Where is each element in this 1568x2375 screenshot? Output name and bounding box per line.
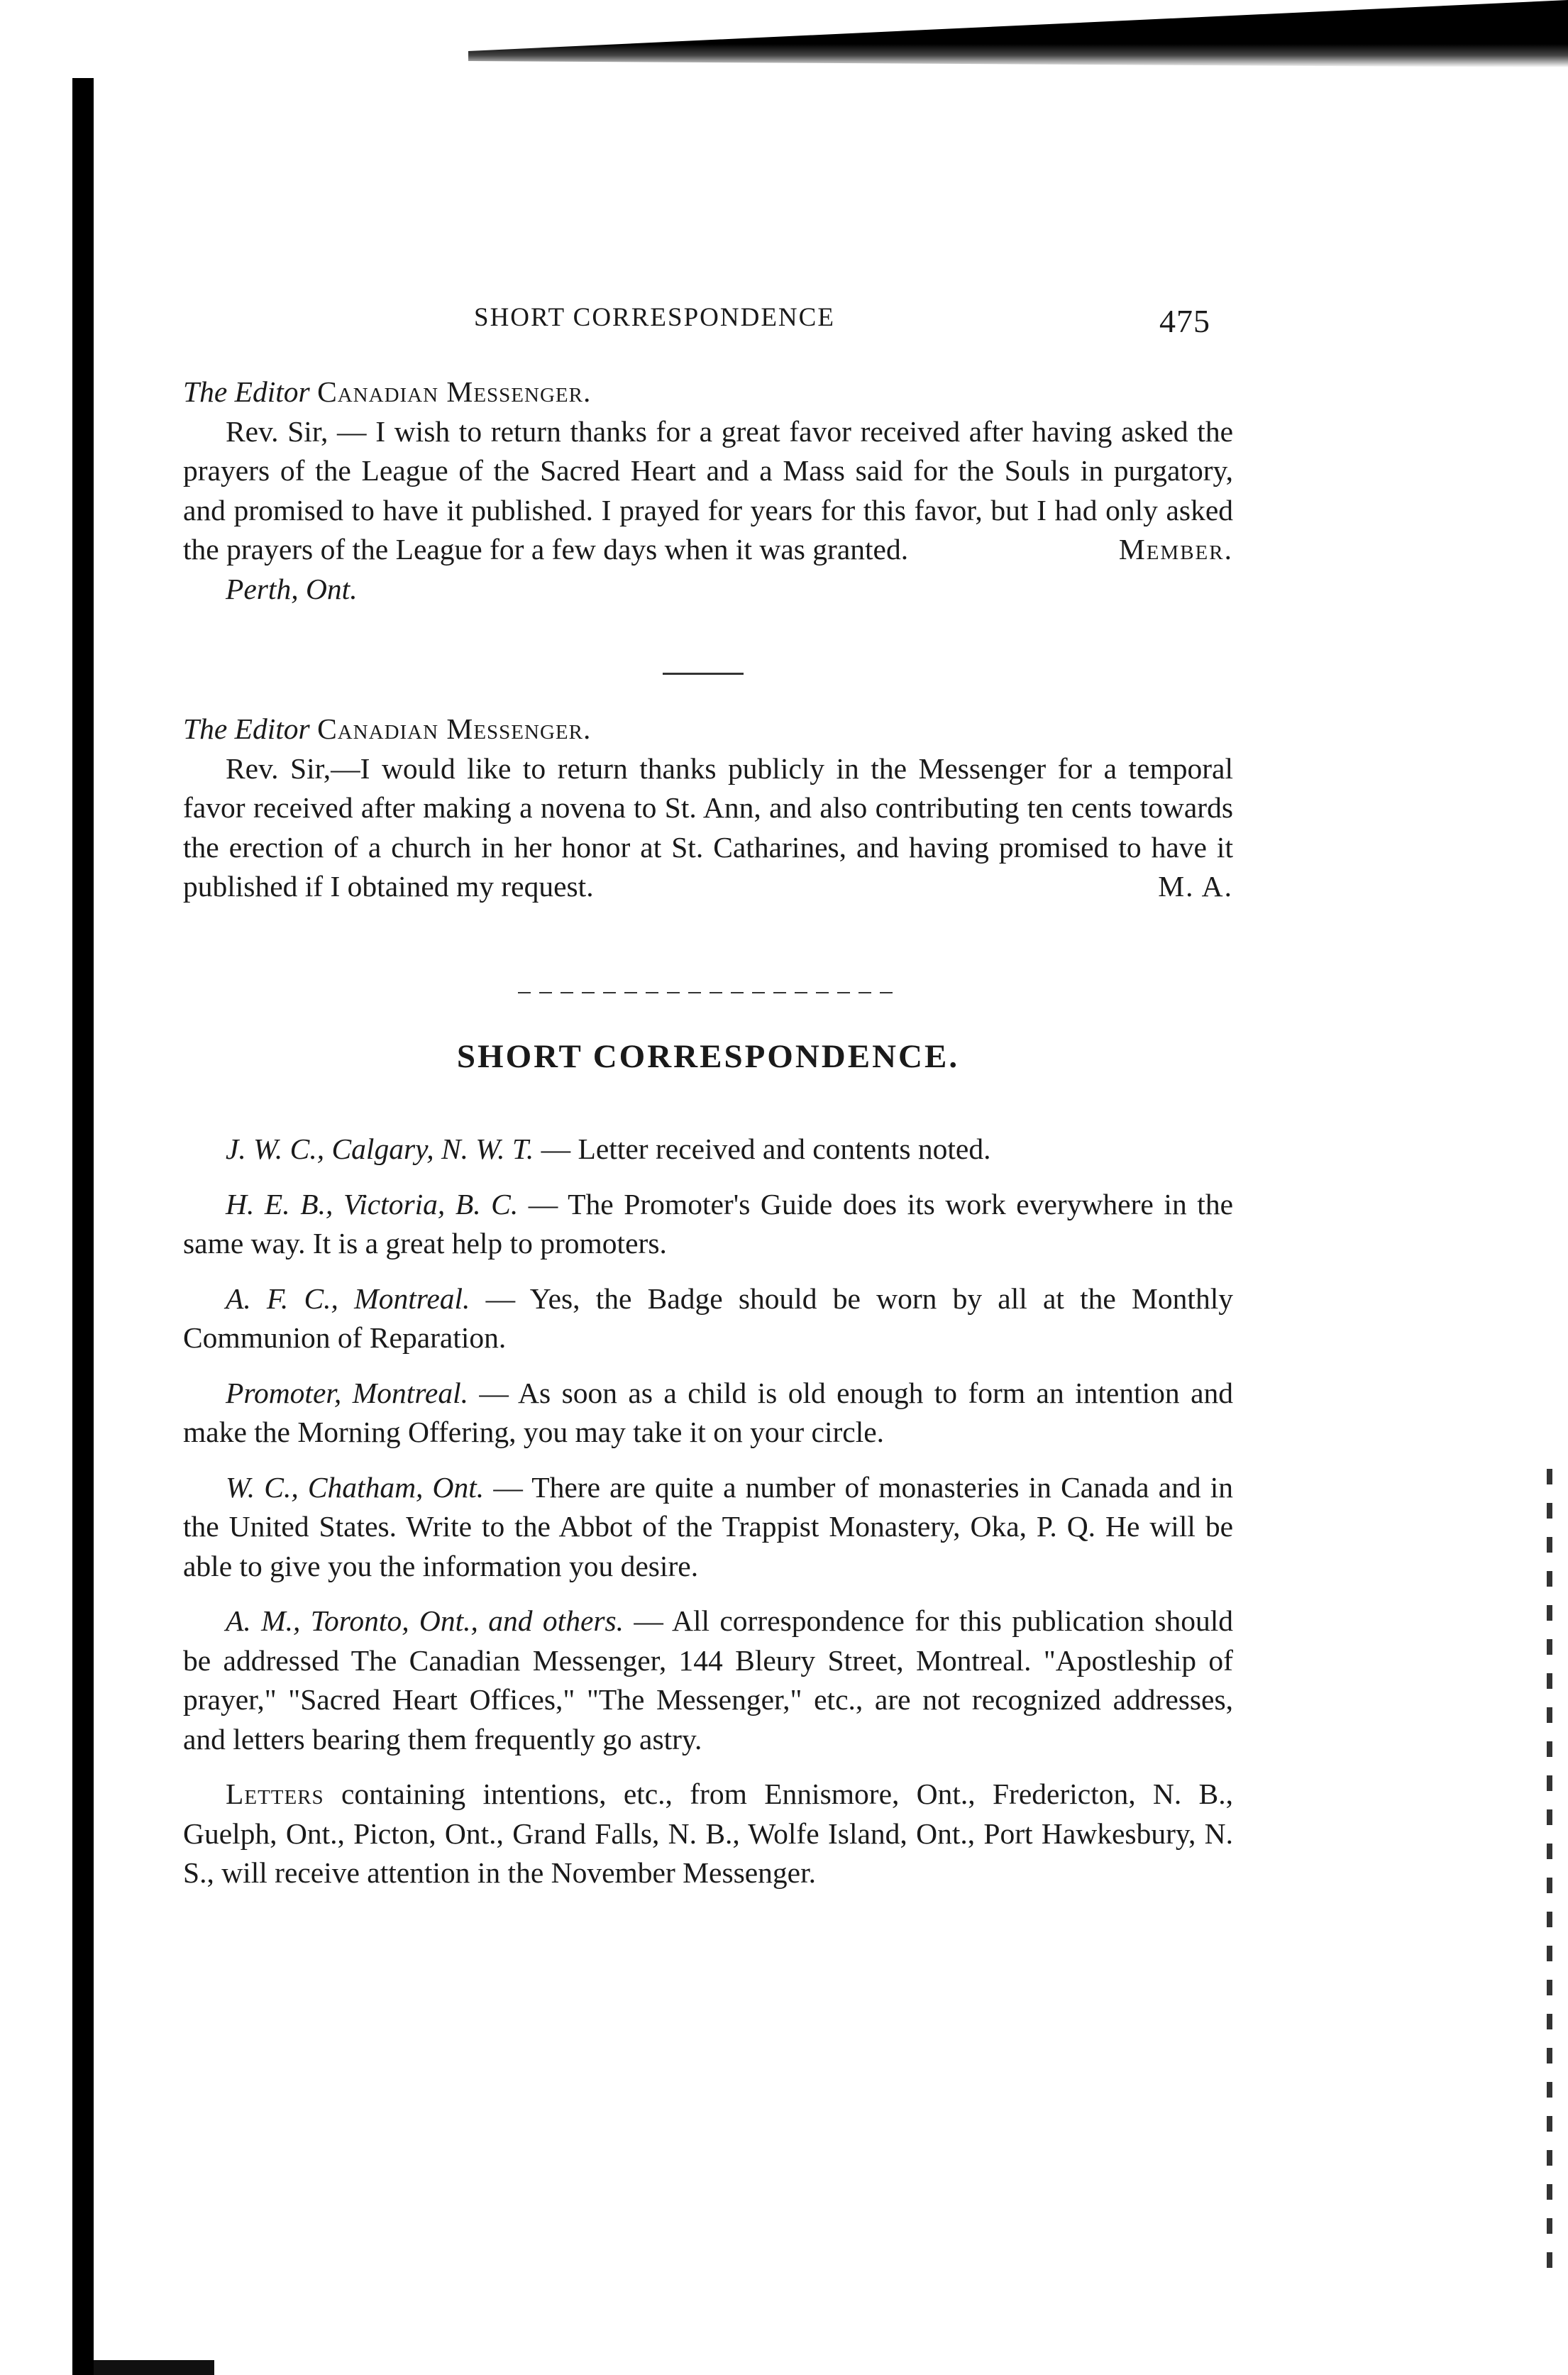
salutation-italic: The Editor: [183, 712, 310, 745]
letter-2-body: [183, 749, 1233, 907]
scan-shadow-top: [468, 0, 1568, 67]
entry-text: — Letter received and contents noted.: [534, 1133, 991, 1165]
letter-1-place: Perth, Ont.: [226, 572, 358, 605]
entry-text: — As soon as a child is old enough to form an intention and make the Morning Offering, you may take it on your circle.: [183, 1376, 1233, 1448]
entry: [183, 1374, 1233, 1453]
entry-addressee: A. F. C., Montreal.: [226, 1282, 470, 1315]
letter-1-body: [183, 412, 1233, 570]
entry-addressee: W. C., Chatham, Ont.: [226, 1470, 485, 1504]
entry-text: — Yes, the Badge should be worn by all at the Monthly Communion of Reparation.: [183, 1282, 1233, 1354]
letter-2: [183, 710, 1233, 907]
scan-binding-edge: [72, 78, 94, 2375]
letter-1-salutation: [183, 373, 1233, 412]
closing-notice: [183, 1775, 1233, 1893]
letter-1-signature: Member.: [1118, 533, 1233, 566]
running-head: SHORT CORRESPONDENCE: [474, 303, 835, 332]
entry: [183, 1130, 1233, 1169]
letter-1: [183, 373, 1233, 609]
entry: [183, 1185, 1233, 1264]
entry-text: — The Promoter's Guide does its work everywhere in the same way. It is a great help to promoters.: [183, 1187, 1233, 1260]
entries-list: [183, 1130, 1233, 1909]
entry: [183, 1602, 1233, 1759]
entry-addressee: A. M., Toronto, Ont., and others.: [226, 1604, 624, 1637]
closing-lead: Letters: [226, 1778, 324, 1810]
salutation-italic: The Editor: [183, 375, 310, 408]
letter-2-signature: M. A.: [1158, 870, 1233, 903]
letter-2-text: Rev. Sir,—I would like to return thanks publicly in the Messenger for a temporal favor received after making a novena to St. Ann, and also contributing ten cents towards the erection of a church in her honor at St. Catharines, and having promised to have it published if I obtained my request.: [183, 751, 1233, 903]
section-title: SHORT CORRESPONDENCE.: [456, 1038, 960, 1075]
entry-text: — All correspondence for this publication should be addressed The Canadian Messenger, 144 Bleury Street, Montreal. "Apostleship of prayer," "Sacred Heart Offices," "The Messenger," etc., are not recognized addresses, and letters bearing them frequently go astry.: [183, 1604, 1233, 1756]
salutation-publication: Canadian Messenger.: [317, 712, 592, 745]
page-number: 475: [1159, 303, 1210, 339]
entry-addressee: J. W. C., Calgary, N. W. T.: [226, 1133, 534, 1165]
divider-long: [518, 992, 901, 993]
scan-margin-marks: [1547, 1469, 1552, 2285]
entry-addressee: H. E. B., Victoria, B. C.: [226, 1187, 519, 1220]
entry-addressee: Promoter, Montreal.: [226, 1376, 469, 1409]
salutation-publication: Canadian Messenger.: [317, 375, 592, 408]
entry: [183, 1279, 1233, 1358]
entry: [183, 1468, 1233, 1587]
divider-short: [663, 673, 744, 675]
entry-text: — There are quite a number of monasteries in Canada and in the United States. Write to the Abbot of the Trappist Monastery, Oka, P. Q. He will be able to give you the information you desire.: [183, 1470, 1233, 1582]
letter-2-salutation: [183, 710, 1233, 749]
closing-text: containing intentions, etc., from Ennismore, Ont., Fredericton, N. B., Guelph, Ont., Picton, Ont., Grand Falls, N. B., Wolfe Island, Ont., Port Hawkesbury, N. S., will receive attention in the November Messenger.: [183, 1778, 1233, 1889]
letter-1-text: Rev. Sir, — I wish to return thanks for a great favor received after having asked the prayers of the League of the Sacred Heart and a Mass said for the Souls in purgatory, and promised to have it published. I prayed for years for this favor, but I had only asked the prayers of the League for a few days when it was granted.: [183, 414, 1233, 566]
scan-shadow-bottom: [94, 2360, 214, 2375]
